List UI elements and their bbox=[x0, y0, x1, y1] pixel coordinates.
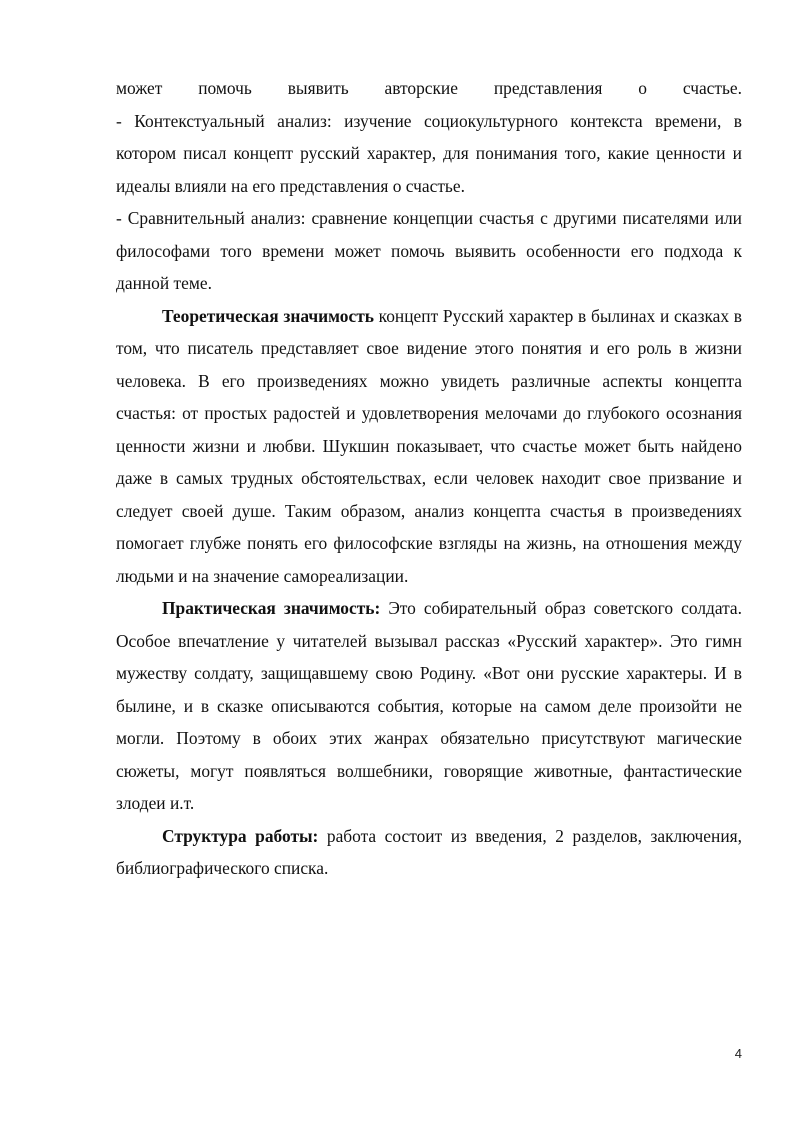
work-structure-term: Структура работы: bbox=[162, 825, 319, 846]
document-body bbox=[116, 72, 742, 885]
theoretical-significance-text: концепт Русский характер в былинах и сказках в том, что писатель представляет свое видение этого понятия и его роль в жизни человека. В его произведениях можно увидеть различные аспекты концепта счастья: от простых радостей и удовлетворения мелочами до глубокого осознания ценности жизни и любви. Шукшин показывает, что счастье может быть найдено даже в самых трудных обстоятельствах, если человек находит свое призвание и следует своей душе. Таким образом, анализ концепта счастья в произведениях помогает глубже понять его философские взгляды на жизнь, на отношения между людьми и на значение самореализации. bbox=[116, 305, 742, 586]
page-number: 4 bbox=[734, 1046, 742, 1061]
continuation-paragraph: может помочь выявить авторские представления о счастье. bbox=[116, 78, 742, 98]
practical-significance-text: Это собирательный образ советского солдата. Особое впечатление у читателей вызывал рассказ «Русский характер». Это гимн мужеству солдату, защищавшему свою Родину. «Вот они русские характеры. И в былине, и в сказке описываются события, которые на самом деле произойти не могли. Поэтому в обоих этих жанрах обязательно присутствуют магические сюжеты, могут появляться волшебники, говорящие животные, фантастические злодеи и.т. bbox=[116, 598, 742, 813]
practical-significance-term: Практическая значимость: bbox=[162, 598, 381, 618]
comparative-analysis-paragraph: - Сравнительный анализ: сравнение концепции счастья с другими писателями или философами того времени может помочь выявить особенности его подхода к данной теме. bbox=[116, 208, 742, 293]
theoretical-significance-term: Теоретическая значимость bbox=[162, 305, 374, 326]
practical-significance-paragraph bbox=[116, 592, 742, 820]
work-structure-paragraph bbox=[116, 820, 742, 885]
work-structure-text: работа состоит из введения, 2 разделов, заключения, библиографического списка. bbox=[116, 825, 742, 878]
context-analysis-paragraph: - Контекстуальный анализ: изучение социокультурного контекста времени, в котором писал концепт русский характер, для понимания того, какие ценности и идеалы влияли на его представления о счастье. bbox=[116, 110, 742, 196]
theoretical-significance-paragraph bbox=[116, 300, 742, 593]
